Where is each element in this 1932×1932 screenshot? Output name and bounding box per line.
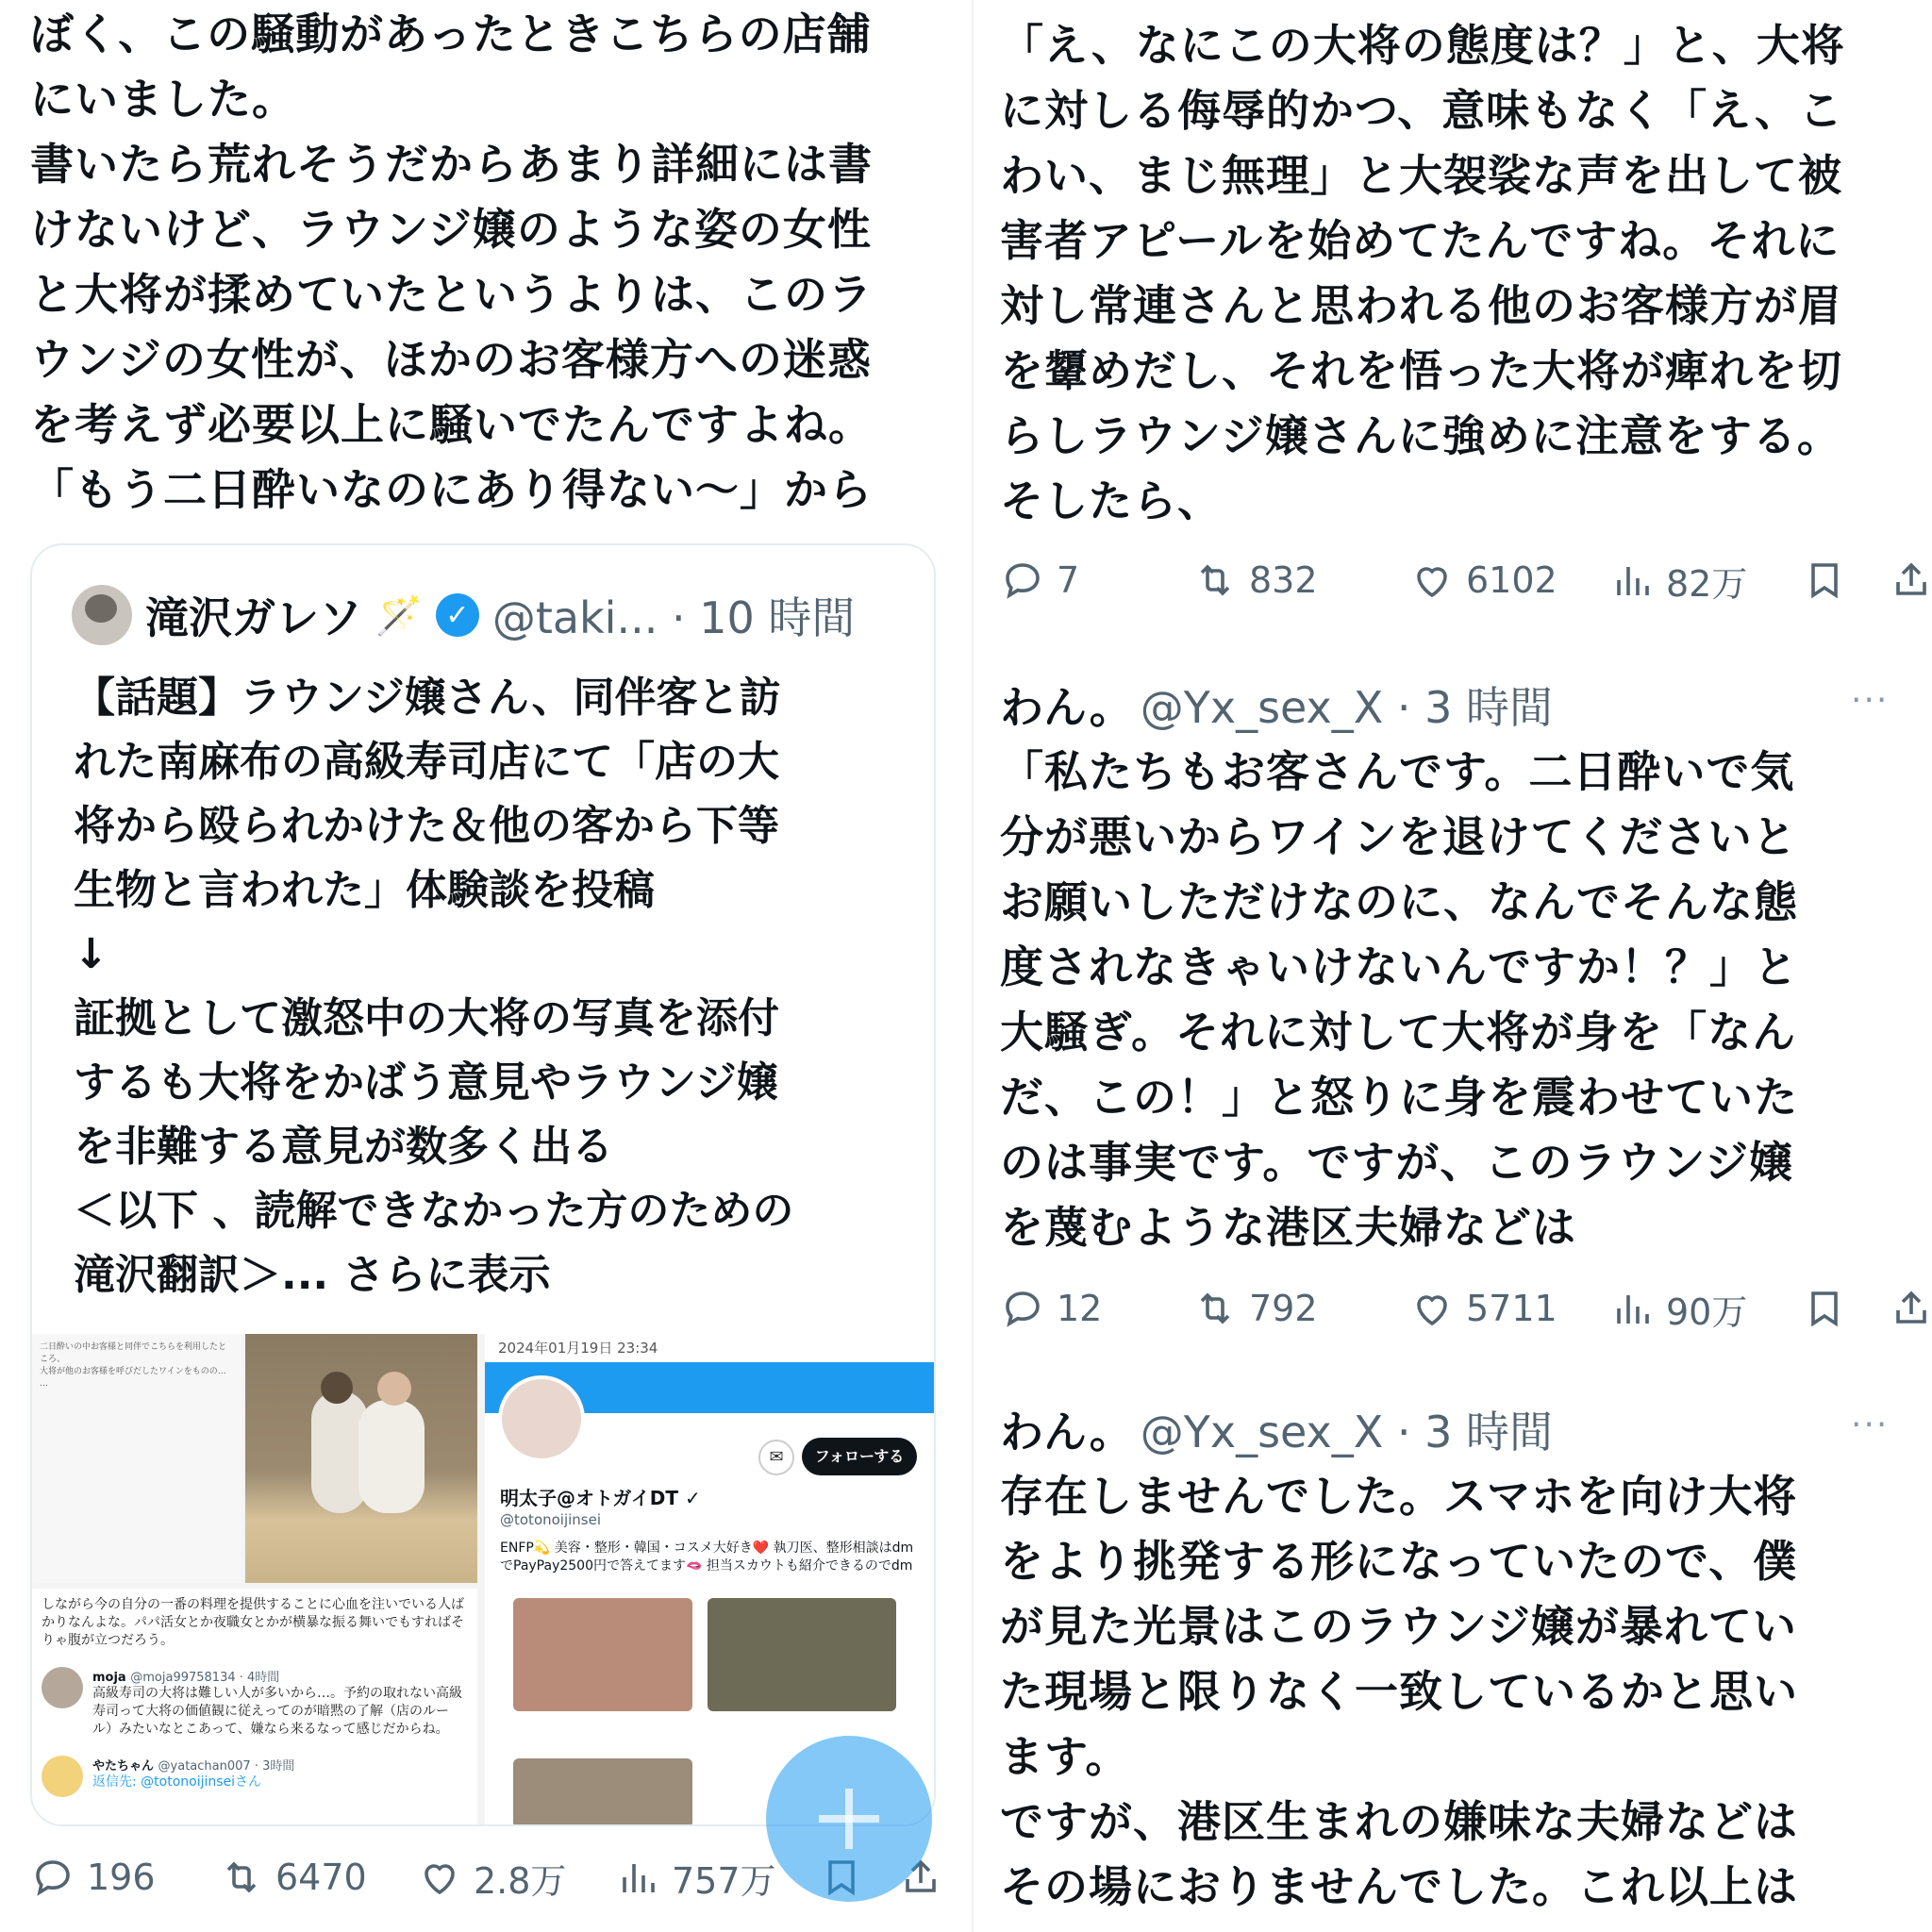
right-column xyxy=(972,0,1932,1932)
like-button[interactable]: 5711 xyxy=(1409,1280,1557,1337)
media-document-image[interactable]: 二日酔いの中お客様と同伴でこちらを利用したところ、 大将が他のお客様を呼びだしたワインをものの… … xyxy=(32,1334,242,1583)
share-icon xyxy=(1889,1286,1932,1331)
reply-button[interactable]: 7 xyxy=(1000,552,1079,608)
retweet-icon xyxy=(1192,1286,1238,1331)
reply-icon xyxy=(1000,1286,1045,1331)
tweet-text: ぼく、この騒動があったときこちらの店舗 にいました。 書いたら荒れそうだからあまり詳細には書 けないけど、ラウンジ嬢のような姿の女性 と大将が揉めていたというよりは、このラ ウンジの女性が、ほかのお客様方への迷惑 を考えず必要以上に騒いでたんですよね。 「もう二日酔いなのにあり得ない〜」から xyxy=(30,8,873,515)
quoted-tweet[interactable] xyxy=(30,543,936,1826)
media-profile-screenshot[interactable]: 2024年01月19日 23:34 ✉ フォローする 明太子@オトガイDT ✓ @totonoijinsei ENFP💫 美容・整形・韓国・コスメ大好き❤️ 執刀医、整形相談はdmでPayPay2500円で答えてます🫦 担当スカウトも紹介できるのでdm xyxy=(485,1334,936,1826)
like-icon xyxy=(417,1855,462,1900)
media-replies-screenshot[interactable]: しながら今の自分の一番の料理を提供することに心血を注いでいる人ばかりなんよな。パパ活女とか夜職女とかが横暴な振る舞いでもすればそりゃ腹が立つだろう。 moja @moja99758134 · 4時間 高級寿司の大将は難しい人が多いから…。予約の取れない高級寿司って大将の価値観に従えってのが暗黙の了解（店のルール）みたいなとこあって、嫌なら来るなって感じだからね。 やたちゃん @yatachan007 · 3時間 返信先: @totonoijinseiさん xyxy=(32,1589,477,1826)
wand-icon: 🪄 xyxy=(375,593,423,638)
profile-handle: @totonoijinsei xyxy=(500,1511,602,1528)
views-icon xyxy=(1609,1286,1655,1331)
profile-avatar xyxy=(498,1375,585,1462)
bookmark-icon xyxy=(1802,558,1847,603)
reply-button[interactable]: 196 xyxy=(30,1849,156,1906)
like-button[interactable]: 2.8万 xyxy=(417,1849,566,1906)
profile-name: 明太子@オトガイDT ✓ xyxy=(500,1487,701,1509)
retweet-icon xyxy=(1192,558,1238,603)
retweet-button[interactable]: 832 xyxy=(1192,552,1318,608)
reply-button[interactable]: 12 xyxy=(1000,1280,1102,1337)
reply-icon xyxy=(1000,558,1045,603)
author-name[interactable]: わん。 xyxy=(1000,1407,1133,1457)
author-handle-time: @taki... · 10 時間 xyxy=(491,592,856,643)
views-icon xyxy=(1609,558,1655,603)
tweet-text: 「私たちもお客さんです。二日酔いで気 分が悪いからワインを退けてくださいと お願いしただけなのに、なんでそんな態 度されなきゃいけないんですか！？」と 大騒ぎ。それに対して大将が身を「なん だ、この！」と怒りに身を震わせていた のは事実です。ですが、このラウンジ嬢 を蔑むような港区夫婦などは xyxy=(1000,746,1798,1253)
author-name[interactable]: 滝沢ガレソ xyxy=(145,592,362,643)
like-button[interactable]: 6102 xyxy=(1409,552,1557,608)
tweet-actions xyxy=(1000,1280,1924,1337)
reply-icon xyxy=(30,1855,75,1900)
views-button[interactable]: 90万 xyxy=(1609,1280,1747,1337)
author-handle-time: @Yx_sex_X · 3 時間 xyxy=(1140,682,1554,733)
tweet-header xyxy=(1000,1398,1553,1460)
retweet-icon xyxy=(219,1855,264,1900)
like-icon xyxy=(1409,558,1455,603)
more-options-icon[interactable]: ··· xyxy=(1851,681,1890,720)
more-options-icon[interactable]: ··· xyxy=(1851,1406,1890,1444)
share-icon xyxy=(1889,558,1932,603)
bookmark-button[interactable] xyxy=(1802,552,1847,608)
author-handle-time: @Yx_sex_X · 3 時間 xyxy=(1140,1407,1554,1457)
verified-badge-icon: ✓ xyxy=(436,593,479,637)
avatar[interactable] xyxy=(72,585,132,645)
like-icon xyxy=(1409,1286,1455,1331)
compose-button[interactable] xyxy=(766,1736,932,1902)
share-button[interactable] xyxy=(1889,552,1932,608)
retweet-button[interactable]: 792 xyxy=(1192,1280,1318,1337)
author-name[interactable]: わん。 xyxy=(1000,682,1133,733)
views-button[interactable]: 757万 xyxy=(615,1849,776,1906)
mail-icon: ✉ xyxy=(758,1440,794,1475)
avatar xyxy=(42,1756,83,1797)
bookmark-button[interactable] xyxy=(1802,1280,1847,1337)
views-icon xyxy=(615,1855,660,1900)
bookmark-icon xyxy=(1802,1286,1847,1331)
share-button[interactable] xyxy=(1889,1280,1932,1337)
tweet-text: 「え、なにこの大将の態度は？」と、大将 に対しる侮辱的かつ、意味もなく「え、こ わい、まじ無理」と大袈裟な声を出して被 害者アピールを始めてたんですね。それに 対し常連さんと思われる他のお客様方が眉 を顰めだし、それを悟った大将が痺れを切 らしラウンジ嬢さんに強めに注意をする。 そしたら、 xyxy=(1000,20,1845,526)
tweet-header xyxy=(1000,674,1553,736)
follow-button: フォローする xyxy=(802,1438,917,1475)
tweet-actions xyxy=(1000,552,1924,608)
quoted-tweet-header xyxy=(72,583,855,647)
quoted-tweet-text: 【話題】ラウンジ嬢さん、同伴客と訪 れた南麻布の高級寿司店にて「店の大 将から殴られかけた＆他の客から下等 生物と言われた」体験談を投稿 ↓ 証拠として激怒中の大将の写真を添付 するも大将をかばう意見やラウンジ嬢 を非難する意見が数多く出る ＜以下 、読解できなかった方のための 滝沢翻訳＞... さらに表示 xyxy=(74,674,794,1299)
views-button[interactable]: 82万 xyxy=(1609,552,1747,608)
left-column xyxy=(0,0,953,1932)
profile-bio: ENFP💫 美容・整形・韓国・コスメ大好き❤️ 執刀医、整形相談はdmでPayPay2500円で答えてます🫦 担当スカウトも紹介できるのでdm xyxy=(500,1541,914,1574)
avatar xyxy=(42,1667,83,1708)
retweet-button[interactable]: 6470 xyxy=(219,1849,367,1906)
media-sushi-counter-photo[interactable] xyxy=(245,1334,477,1583)
tweet-text: 存在しませんでした。スマホを向け大将 をより挑発する形になっていたので、僕 が見た光景はこのラウンジ嬢が暴れてい た現場と限りなく一致しているかと思い ます。 ですが、港区生まれの嫌味な夫婦などは その場におりませんでした。これ以上は xyxy=(1000,1471,1798,1912)
